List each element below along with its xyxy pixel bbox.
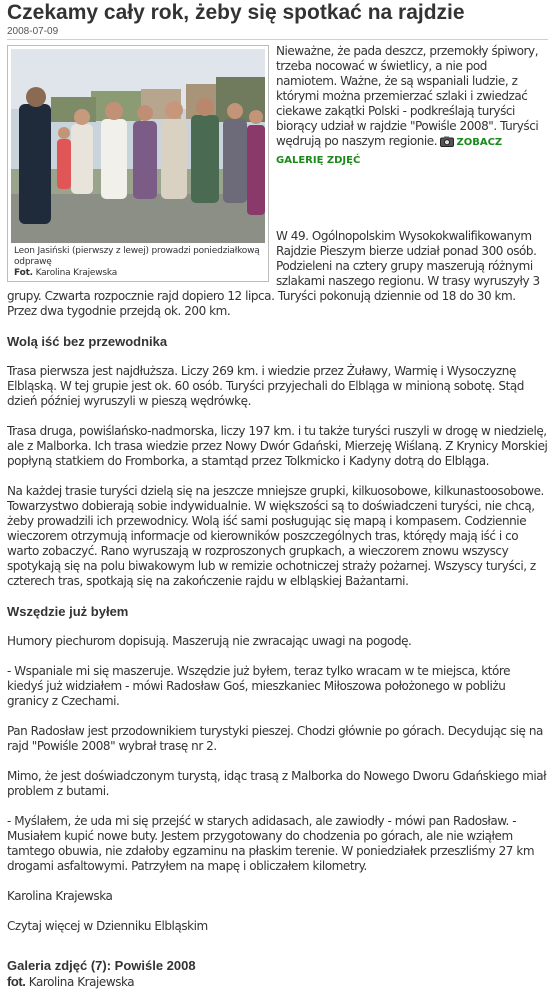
- article-photo[interactable]: [11, 49, 265, 243]
- camera-icon: [440, 136, 454, 152]
- section-2-paragraph: Pan Radosław jest przodownikiem turystyki pieszej. Chodzi głównie po górach. Decydując się na rajd "Powiśle 2008" wybrał trasę nr 2.: [7, 724, 543, 753]
- photo-credit-name: Karolina Krajewska: [35, 268, 118, 278]
- section-1-paragraph: Trasa druga, powiślańsko-nadmorska, liczy 197 km. i tu także turyści ruszyli w drogę w niedzielę, ale z Malborka. Ich trasa wiedzie przez Nowy Dwór Gdański, Mierzeję Wiślaną. Z Krynicy Morskiej popłyną statkiem do Fromborka, a stamtąd przez Tolkmicko i Kadyny dotrą do Elbląga.: [7, 424, 548, 468]
- footer-credit-name: Karolina Krajewska: [28, 975, 135, 989]
- author-name: Karolina Krajewska: [7, 889, 113, 903]
- footer-credit-label: fot.: [7, 974, 26, 989]
- section-2-paragraph: - Wspaniale mi się maszeruje. Wszędzie już byłem, teraz tylko wracam w te miejsca, które kiedyś już widziałem - mówi Radosław Goś, mieszkaniec Miłoszowa położonego w pobliżu granicy z Czechami.: [7, 664, 511, 708]
- section-2-paragraph: - Myślałem, że uda mi się przejść w starych adidasach, ale zawiodły - mówi pan Radosław. - Musiałem kupić nowe buty. Jestem przygotowany do chodzenia po górach, ale nie wziąłem tamtego obuwia, nie zdałoby egzaminu na płaskim terenie. W poniedziałek przeszliśmy 27 km drogami asfaltowymi. Patrzyłem na mapę i obliczałem kilometry.: [7, 814, 535, 873]
- article-page: [0, 1, 551, 990]
- section-2-heading: Wszędzie już byłem: [7, 604, 129, 619]
- section-1-heading: Wolą iść bez przewodnika: [7, 334, 168, 349]
- article-date: 2008-07-09: [7, 26, 548, 40]
- photo-box: [7, 45, 269, 282]
- gallery-link-label: ZOBACZ GALERIĘ ZDJĘĆ: [276, 137, 503, 166]
- section-2-paragraph: Mimo, że jest doświadczonym turystą, idąc trasą z Malborka do Nowego Dworu Gdańskiego miał problem z butami.: [7, 769, 547, 798]
- read-more-note: Czytaj więcej w Dzienniku Elbląskim: [7, 919, 208, 933]
- section-2-paragraph: Humory piechurom dopisują. Maszerują nie zwracając uwagi na pogodę.: [7, 634, 412, 648]
- photo-credit-label: Fot.: [14, 268, 33, 278]
- section-1-paragraph: Trasa pierwsza jest najdłuższa. Liczy 269 km. i wiedzie przez Żuławy, Warmię i Wysoczyznę Elbląską. W tej grupie jest ok. 60 osób. Turyści przyjechali do Elbląga w minioną sobotę. Stąd dzień później wyruszyli w pieszą wędrówkę.: [7, 364, 524, 408]
- intro-paragraph-2: W 49. Ogólnopolskim Wysokokwalifikowanym Rajdzie Pieszym bierze udział ponad 300 osób. Podzieleni na cztery grupy maszerują różnymi szlakami naszego regionu. W trasy wyruszyły 3 grupy. Czwarta rozpocznie rajd dopiero 12 lipca. Turyści pokonują dziennie od 18 do 30 km. Przez dwa tygodnie przejdą ok. 200 km.: [7, 229, 540, 318]
- section-1-paragraph: Na każdej trasie turyści dzielą się na jeszcze mniejsze grupki, kilkuosobowe, kilkunastoosobowe. Towarzystwo dobierają sobie indywidualnie. W większości są to doświadczeni turyści, nie chcą, żeby prowadzili ich przewodnicy. Wolą iść sami posługując się mapą i kompasem. Codziennie wieczorem otrzymują informacje od kierowników poszczególnych tras, którędy mają iść i co warto zobaczyć. Rano wyruszają w rozproszonych grupkach, a wieczorem znowu wszyscy spotykają się na polu biwakowym lub w remizie ochotniczej straży pożarnej. Wszyscy turyści, z czterech tras, spotkają się na zakończenie rajdu w elbląskiej Bażantarni.: [7, 484, 544, 588]
- gallery-footer[interactable]: Galeria zdjęć (7): Powiśle 2008: [7, 958, 196, 973]
- photo-caption: [14, 246, 265, 279]
- article-body: [7, 44, 548, 990]
- intro-1-text: Nieważne, że pada deszcz, przemokły śpiwory, trzeba nocować w świetlicy, a nie pod namiotem. Ważne, że są wspaniali ludzie, z którymi można przemierzać szlaki i zwiedzać ciekawe zakątki Polski - podkreślają turyści biorący udział w rajdzie "Powiśle 2008". Turyści wędrują po naszym regionie.: [276, 44, 539, 148]
- article-title: Czekamy cały rok, żeby się spotkać na rajdzie: [7, 1, 465, 24]
- photo-caption-text: Leon Jasiński (pierwszy z lewej) prowadzi poniedziałkową odprawę: [14, 246, 260, 267]
